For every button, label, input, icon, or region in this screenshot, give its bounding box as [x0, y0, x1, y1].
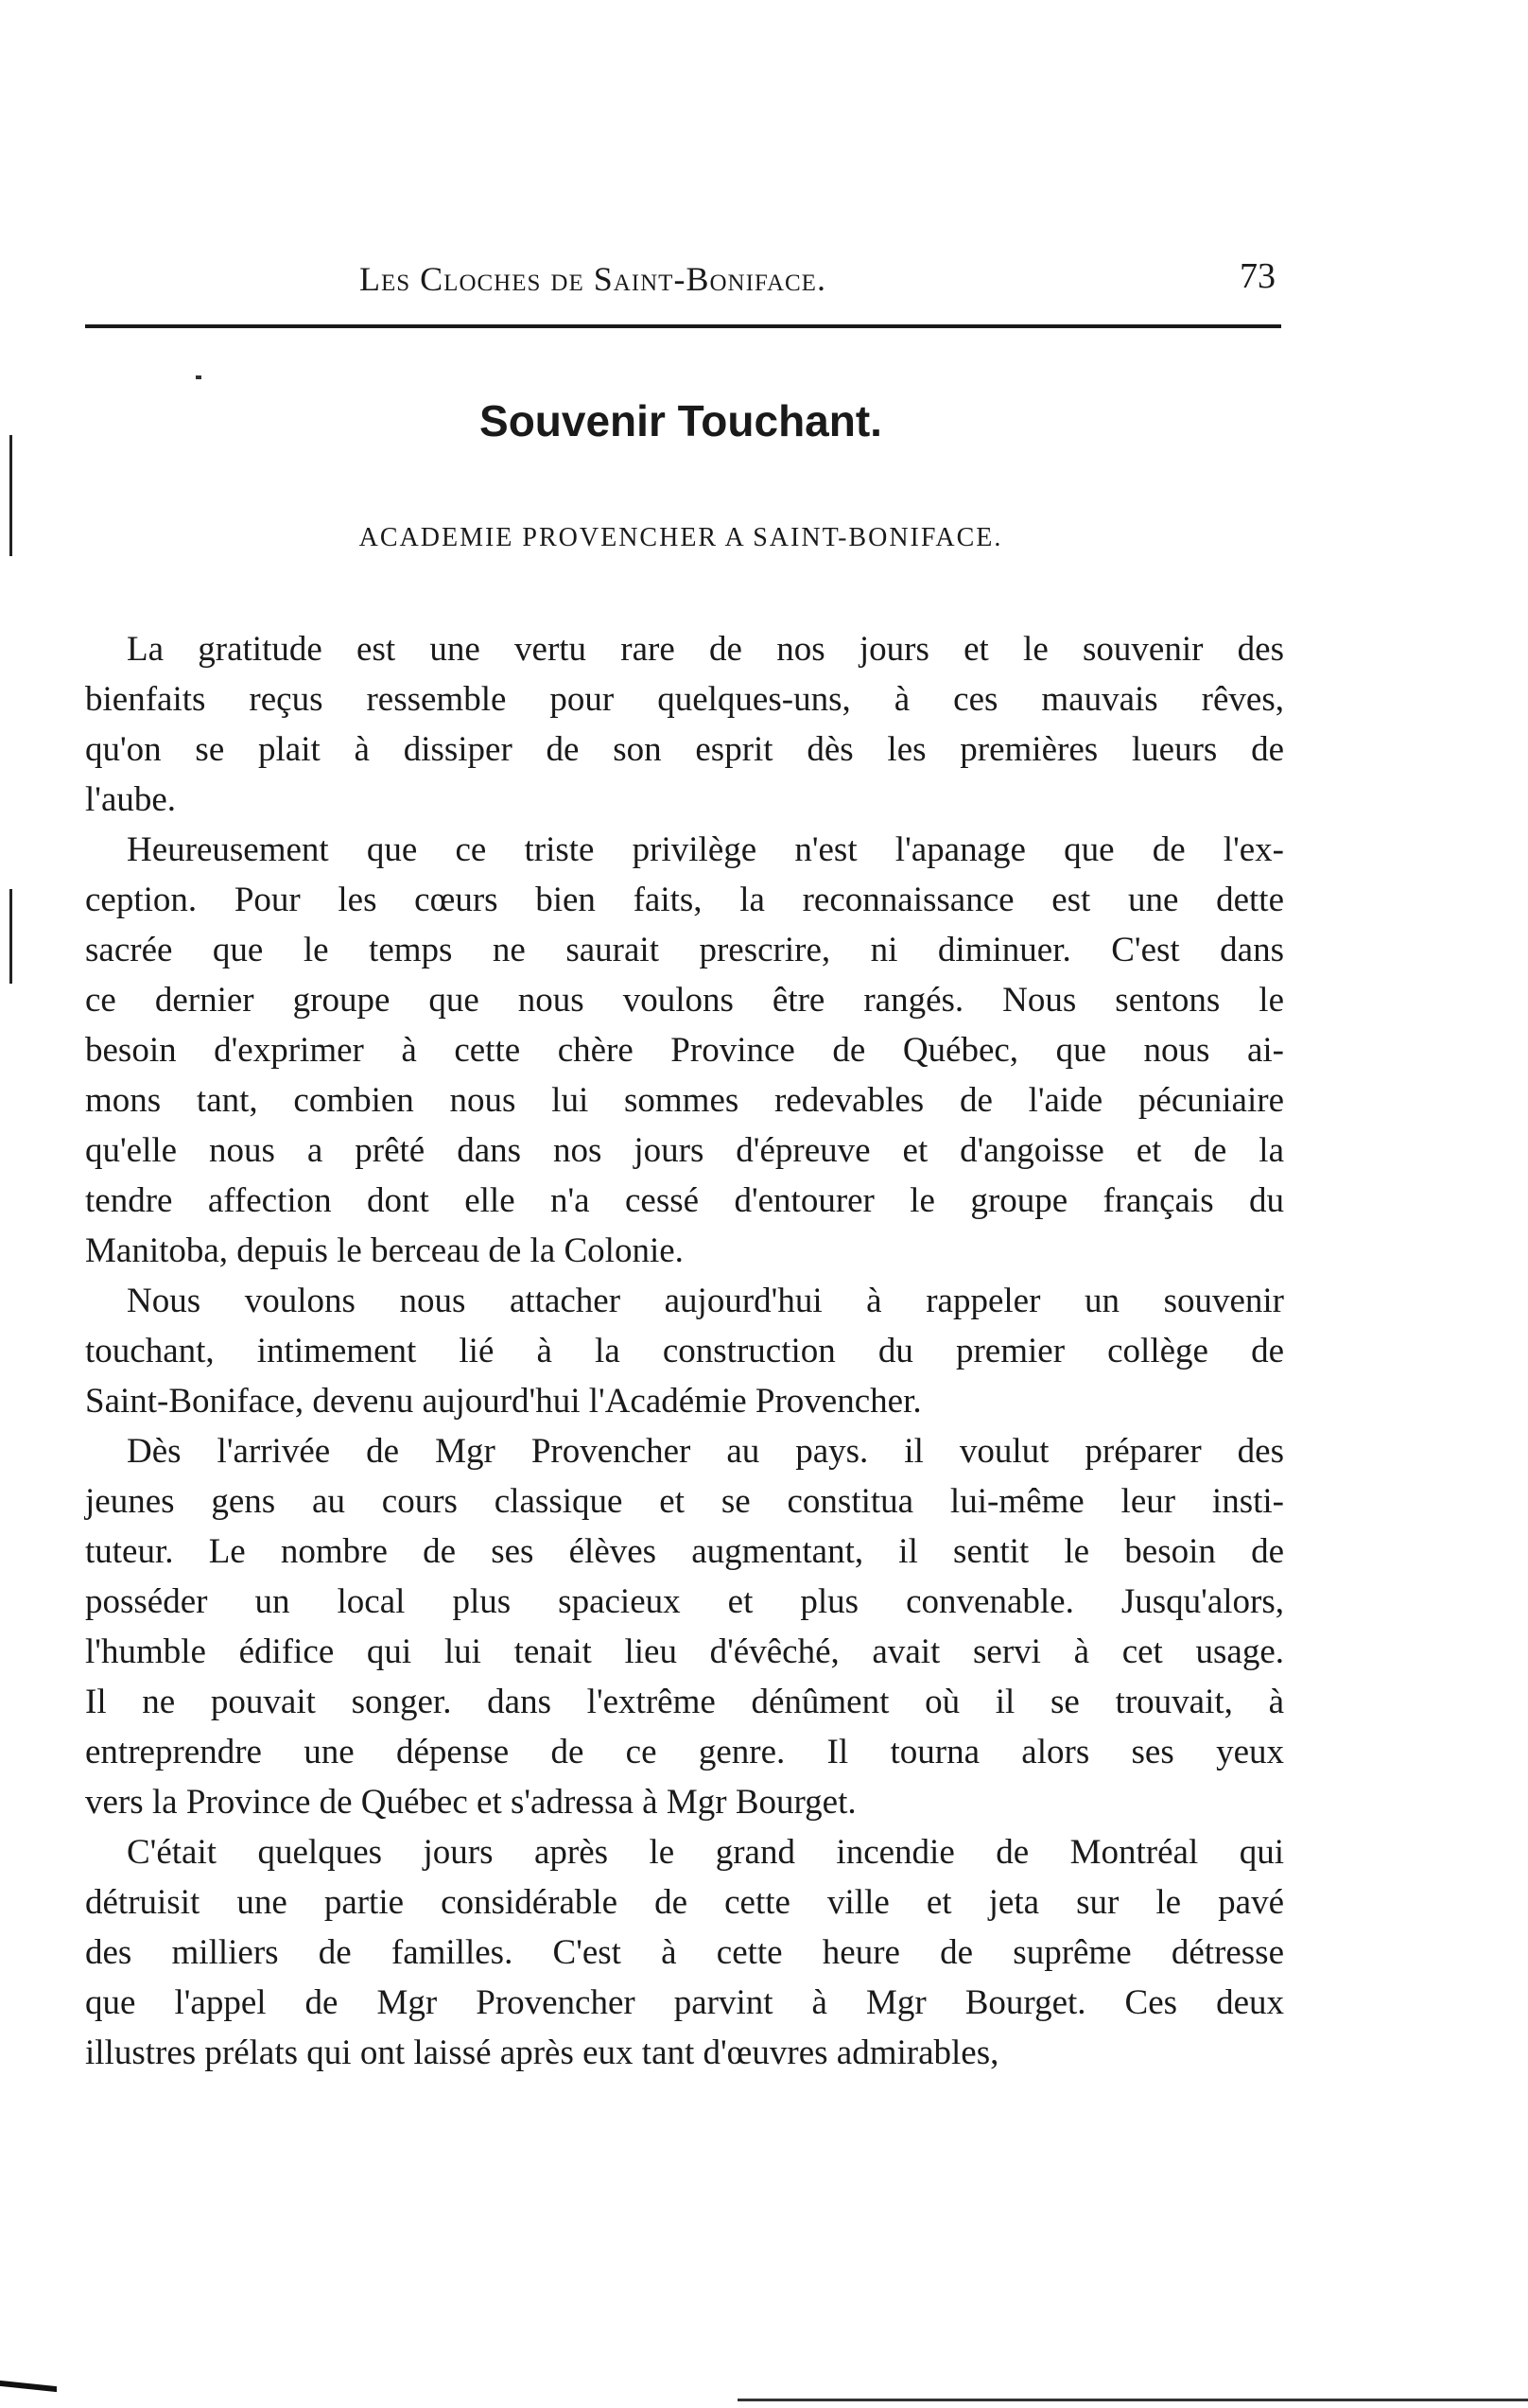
- text-line: Nous voulons nous attacher aujourd'hui à rappeler un souvenir: [127, 1282, 1284, 1320]
- text-line: Saint-Boniface, devenu aujourd'hui l'Académie Provencher.: [85, 1382, 922, 1421]
- text-line: jeunes gens au cours classique et se constitua lui-même leur insti-: [85, 1482, 1284, 1521]
- article-title: Souvenir Touchant.: [479, 396, 882, 445]
- text-line: ception. Pour les cœurs bien faits, la reconnaissance est une dette: [85, 881, 1284, 919]
- text-line: illustres prélats qui ont laissé après eux tant d'œuvres admirables,: [85, 2033, 999, 2072]
- text-line: que l'appel de Mgr Provencher parvint à Mgr Bourget. Ces deux: [85, 1983, 1284, 2022]
- text-line: vers la Province de Québec et s'adressa à Mgr Bourget.: [85, 1783, 857, 1822]
- text-line: Dès l'arrivée de Mgr Provencher au pays. il voulut préparer des: [127, 1432, 1284, 1471]
- text-line: détruisit une partie considérable de cette ville et jeta sur le pavé: [85, 1883, 1284, 1922]
- text-line: entreprendre une dépense de ce genre. Il tourna alors ses yeux: [85, 1733, 1284, 1771]
- text-line: La gratitude est une vertu rare de nos jours et le souvenir des: [127, 630, 1284, 669]
- text-line: qu'elle nous a prêté dans nos jours d'épreuve et d'angoisse et de la: [85, 1131, 1284, 1170]
- scan-edge-line: [738, 2399, 1528, 2401]
- text-line: Il ne pouvait songer. dans l'extrême dénûment où il se trouvait, à: [85, 1683, 1284, 1721]
- text-line: qu'on se plait à dissiper de son esprit dès les premières lueurs de: [85, 730, 1284, 769]
- text-line: l'aube.: [85, 780, 177, 819]
- text-line: touchant, intimement lié à la construction du premier collège de: [85, 1332, 1284, 1370]
- text-line: besoin d'exprimer à cette chère Province de Québec, que nous ai-: [85, 1031, 1284, 1070]
- running-title: Les Cloches de Saint-Boniface.: [359, 260, 826, 298]
- text-line: tuteur. Le nombre de ses élèves augmentant, il sentit le besoin de: [85, 1532, 1284, 1571]
- text-line: Heureusement que ce triste privilège n'est l'apanage que de l'ex-: [127, 830, 1284, 869]
- text-line: bienfaits reçus ressemble pour quelques-uns, à ces mauvais rêves,: [85, 680, 1284, 719]
- text-line: posséder un local plus spacieux et plus convenable. Jusqu'alors,: [85, 1582, 1284, 1621]
- running-head: [85, 255, 1281, 312]
- text-line: tendre affection dont elle n'a cessé d'entourer le groupe français du: [85, 1181, 1284, 1220]
- text-line: C'était quelques jours après le grand incendie de Montréal qui: [127, 1833, 1284, 1872]
- ink-speck: [196, 375, 201, 379]
- text-line: ce dernier groupe que nous voulons être rangés. Nous sentons le: [85, 981, 1284, 1020]
- text-line: Manitoba, depuis le berceau de la Colonie.: [85, 1231, 684, 1270]
- text-line: mons tant, combien nous lui sommes redevables de l'aide pécuniaire: [85, 1081, 1284, 1120]
- body-text: [85, 624, 1284, 2078]
- page-number: 73: [1240, 256, 1276, 296]
- margin-mark: [9, 889, 12, 984]
- text-line: des milliers de familles. C'est à cette heure de suprême détresse: [85, 1933, 1284, 1972]
- article-subtitle: ACADEMIE PROVENCHER A SAINT-BONIFACE.: [358, 523, 1003, 552]
- text-line: sacrée que le temps ne saurait prescrire, ni diminuer. C'est dans: [85, 931, 1284, 969]
- text-line: l'humble édifice qui lui tenait lieu d'évêché, avait servi à cet usage.: [85, 1632, 1284, 1671]
- scan-edge-mark: [0, 2381, 57, 2392]
- header-rule: [85, 324, 1281, 328]
